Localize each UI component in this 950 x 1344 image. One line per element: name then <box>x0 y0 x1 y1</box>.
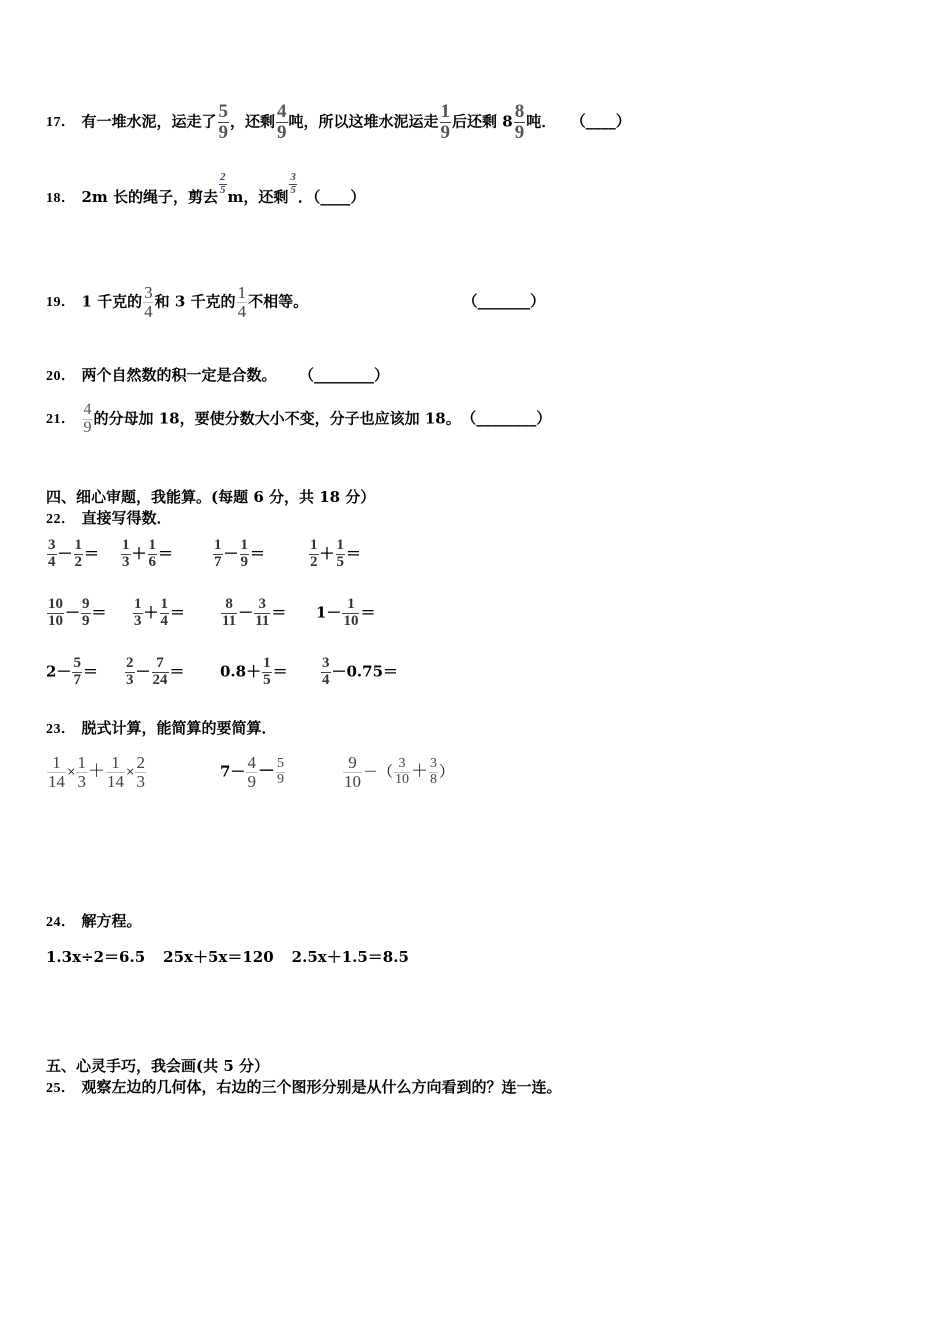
question-number: 21． <box>46 412 76 428</box>
fraction: $\frac{4}{9}$ <box>83 401 92 436</box>
question-18 <box>46 171 366 206</box>
question-number: 20． <box>46 369 76 384</box>
fraction: $\frac{1}{9}$ <box>440 101 451 143</box>
question-number: 19． <box>46 295 76 311</box>
question-23-title <box>46 721 277 737</box>
calc-item: $\frac{1}{7}$ － $\frac{1}{9}$ ＝ <box>214 537 266 570</box>
calc-item: 0.8＋ $\frac{1}{5}$ ＝ <box>220 655 288 688</box>
fraction: $\frac{8}{9}$ <box>514 101 525 143</box>
calc-item: $\frac{1}{3}$ ＋ $\frac{1}{6}$ ＝ <box>122 537 174 570</box>
question-17 <box>46 102 631 143</box>
section-4-title: 四、细心审题，我能算。(每题 6 分，共 18 分） <box>46 488 376 506</box>
q18-text-2: m，还剩 <box>227 188 289 206</box>
calc-item: $\frac{3}{4}$ － $\frac{1}{2}$ ＝ <box>48 537 100 570</box>
calc-item: $\frac{3}{4}$ －0.75＝ <box>322 655 399 688</box>
q17-text-1: 有一堆水泥，运走了 <box>81 112 217 131</box>
q19-text-3: 不相等。 <box>248 292 309 311</box>
calc-item: $\frac{10}{10}$ － $\frac{9}{9}$ ＝ <box>48 596 107 629</box>
calc-item: 1－ $\frac{1}{10}$ ＝ <box>316 596 376 629</box>
question-number: 18． <box>46 191 76 206</box>
q17-text-2: ，还剩 <box>230 112 276 131</box>
fraction: $\frac{2}{5}$ <box>220 171 226 196</box>
question-21 <box>46 402 551 437</box>
section-5-title: 五、心灵手巧，我会画(共 5 分） <box>46 1057 269 1075</box>
question-number: 25． <box>46 1081 76 1096</box>
q20-text: 两个自然数的积一定是合数。 <box>81 366 277 384</box>
question-number: 17． <box>46 115 76 131</box>
expression-1: $\frac{1}{14}$ × $\frac{1}{3}$ ＋ $\frac{1}{14}$ × $\frac{2}{3}$ <box>48 753 145 791</box>
expression-3: $\frac{9}{10}$ －（ $\frac{3}{10}$ ＋ $\frac{3}{8}$ ） <box>344 753 455 791</box>
answer-blank[interactable]: （________） <box>468 409 552 428</box>
q23-title: 脱式计算，能简算的要简算． <box>81 719 277 737</box>
fraction: $\frac{4}{9}$ <box>277 101 287 143</box>
answer-blank[interactable]: ．（____） <box>297 188 366 206</box>
expression-2: 7－ $\frac{4}{9}$ － $\frac{5}{9}$ <box>220 753 284 791</box>
calc-item: $\frac{2}{3}$ － $\frac{7}{24}$ ＝ <box>126 655 185 688</box>
question-24-title <box>46 914 142 930</box>
q24-title: 解方程。 <box>81 912 142 930</box>
question-19 <box>46 284 545 321</box>
question-25 <box>46 1080 562 1096</box>
calc-item: $\frac{1}{3}$ ＋ $\frac{1}{4}$ ＝ <box>134 596 186 629</box>
equations-row <box>46 946 409 967</box>
calc-item: 2－ $\frac{5}{7}$ ＝ <box>46 655 98 688</box>
answer-blank[interactable]: （____） <box>578 112 631 131</box>
q19-text-2: 和 3 千克的 <box>154 292 236 311</box>
fraction: $\frac{3}{4}$ <box>144 283 153 321</box>
fraction: $\frac{1}{4}$ <box>237 283 247 321</box>
q17-text-3: 吨，所以这堆水泥运走 <box>288 112 439 131</box>
question-number: 23． <box>46 722 76 737</box>
fraction: $\frac{3}{5}$ <box>290 171 296 196</box>
q25-text: 观察左边的几何体，右边的三个图形分别是从什么方向看到的？连一连。 <box>81 1078 562 1096</box>
q17-text-5: 吨． <box>526 112 557 131</box>
equation-1: 1.3x÷2＝6.5 <box>46 948 146 966</box>
fraction: $\frac{5}{9}$ <box>218 101 229 143</box>
q22-title: 直接写得数． <box>81 509 172 527</box>
calc-item: $\frac{8}{11}$ － $\frac{3}{11}$ ＝ <box>222 596 287 629</box>
answer-blank[interactable]: （_______） <box>470 292 546 311</box>
answer-blank[interactable]: （________） <box>306 366 390 384</box>
equation-3: 2.5x＋1.5＝8.5 <box>291 948 409 966</box>
question-22-title <box>46 511 172 527</box>
q18-text-1: 2m 长的绳子，剪去 <box>81 188 219 206</box>
q17-text-4: 后还剩 8 <box>452 112 513 131</box>
question-number: 24． <box>46 915 76 930</box>
calc-item: $\frac{1}{2}$ ＋ $\frac{1}{5}$ ＝ <box>310 537 362 570</box>
q19-text-1: 1 千克的 <box>81 292 143 311</box>
q21-text: 的分母加 18，要使分数大小不变，分子也应该加 18。 <box>93 409 461 428</box>
equation-2: 25x＋5x＝120 <box>163 948 274 966</box>
question-20 <box>46 368 389 384</box>
question-number: 22． <box>46 512 76 527</box>
